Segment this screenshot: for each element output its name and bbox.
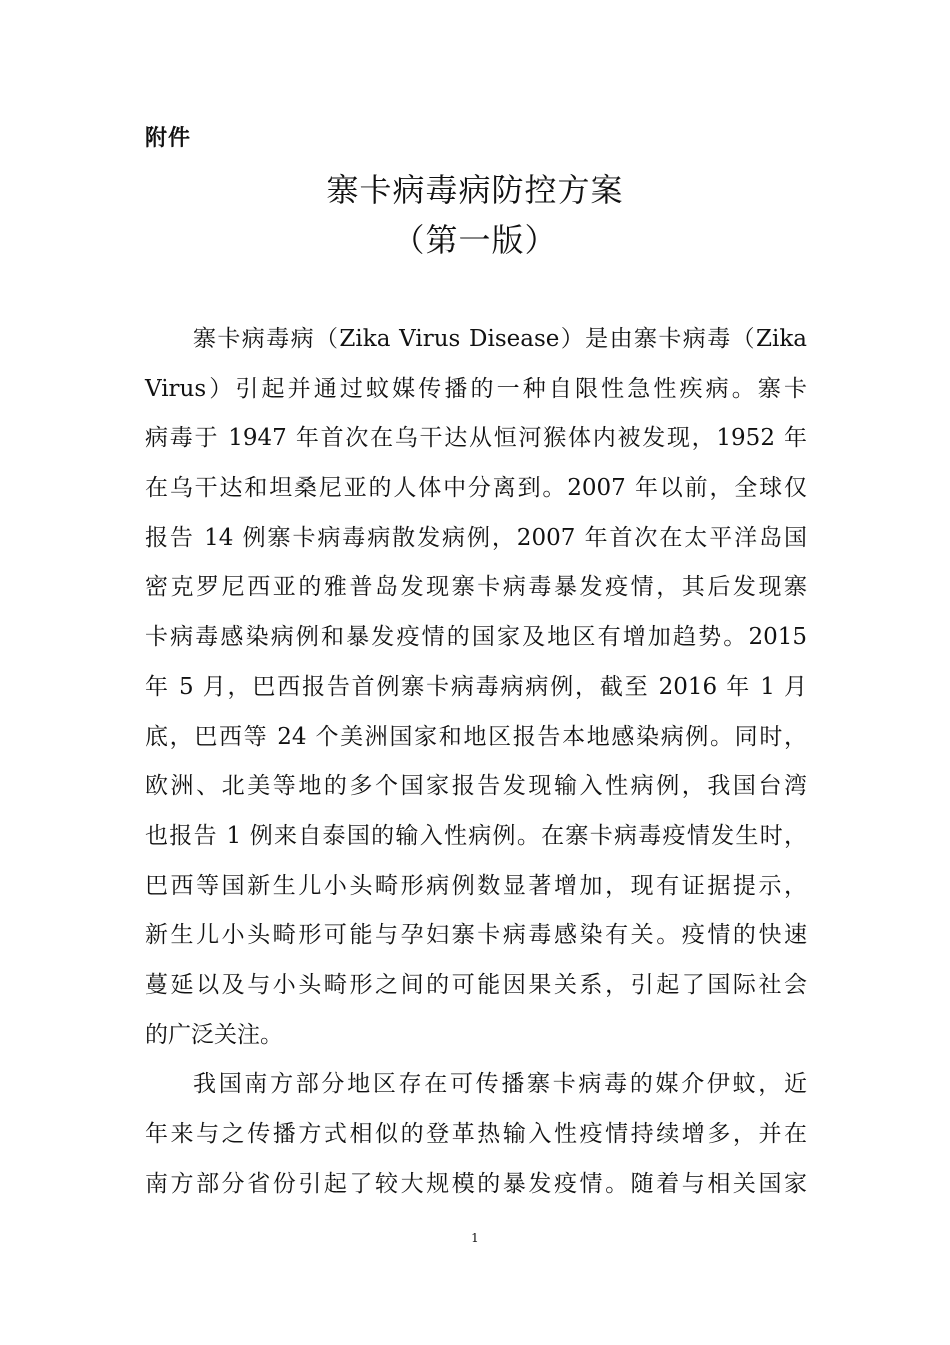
paragraph-1-line: 病毒于 1947 年首次在乌干达从恒河猴体内被发现，1952 年 (145, 425, 807, 452)
document-title: 寨卡病毒病防控方案 (326, 171, 624, 209)
paragraph-1-line: 底，巴西等 24 个美洲国家和地区报告本地感染病例。同时， (145, 723, 807, 750)
body-text (145, 315, 807, 1209)
paragraph-2-line: 我国南方部分地区存在可传播寨卡病毒的媒介伊蚊，近 (193, 1071, 807, 1098)
paragraph-1-line: 新生儿小头畸形可能与孕妇寨卡病毒感染有关。疫情的快速 (145, 922, 807, 949)
paragraph-1-line: 报告 14 例寨卡病毒病散发病例，2007 年首次在太平洋岛国 (145, 524, 807, 551)
paragraph-1-line: 卡病毒感染病例和暴发疫情的国家及地区有增加趋势。2015 (145, 624, 807, 651)
paragraph-1-line: 巴西等国新生儿小头畸形病例数显著增加，现有证据提示， (145, 872, 807, 899)
attachment-label: 附件 (145, 126, 192, 151)
paragraph-2-line: 南方部分省份引起了较大规模的暴发疫情。随着与相关国家 (145, 1170, 807, 1197)
paragraph-1-line: 密克罗尼西亚的雅普岛发现寨卡病毒暴发疫情，其后发现寨 (145, 574, 807, 601)
paragraph-1-line: 也报告 1 例来自泰国的输入性病例。在寨卡病毒疫情发生时， (145, 822, 807, 849)
paragraph-1-line: 在乌干达和坦桑尼亚的人体中分离到。2007 年以前，全球仅 (145, 475, 807, 502)
paragraph-1-line: 蔓延以及与小头畸形之间的可能因果关系，引起了国际社会 (145, 971, 807, 998)
page-number: 1 (471, 1231, 479, 1245)
paragraph-2-line: 年来与之传播方式相似的登革热输入性疫情持续增多，并在 (145, 1121, 807, 1147)
paragraph-1-line: 寨卡病毒病（Zika Virus Disease）是由寨卡病毒（Zika (193, 326, 807, 352)
document-subtitle: （第一版） (392, 221, 558, 259)
paragraph-1-line: 年 5 月，巴西报告首例寨卡病毒病病例，截至 2016 年 1 月 (145, 673, 807, 700)
paragraph-1-line: Virus）引起并通过蚊媒传播的一种自限性急性疾病。寨卡 (145, 375, 807, 402)
paragraph-1-line: 的广泛关注。 (145, 1021, 283, 1048)
paragraph-1-line: 欧洲、北美等地的多个国家报告发现输入性病例，我国台湾 (145, 773, 807, 800)
